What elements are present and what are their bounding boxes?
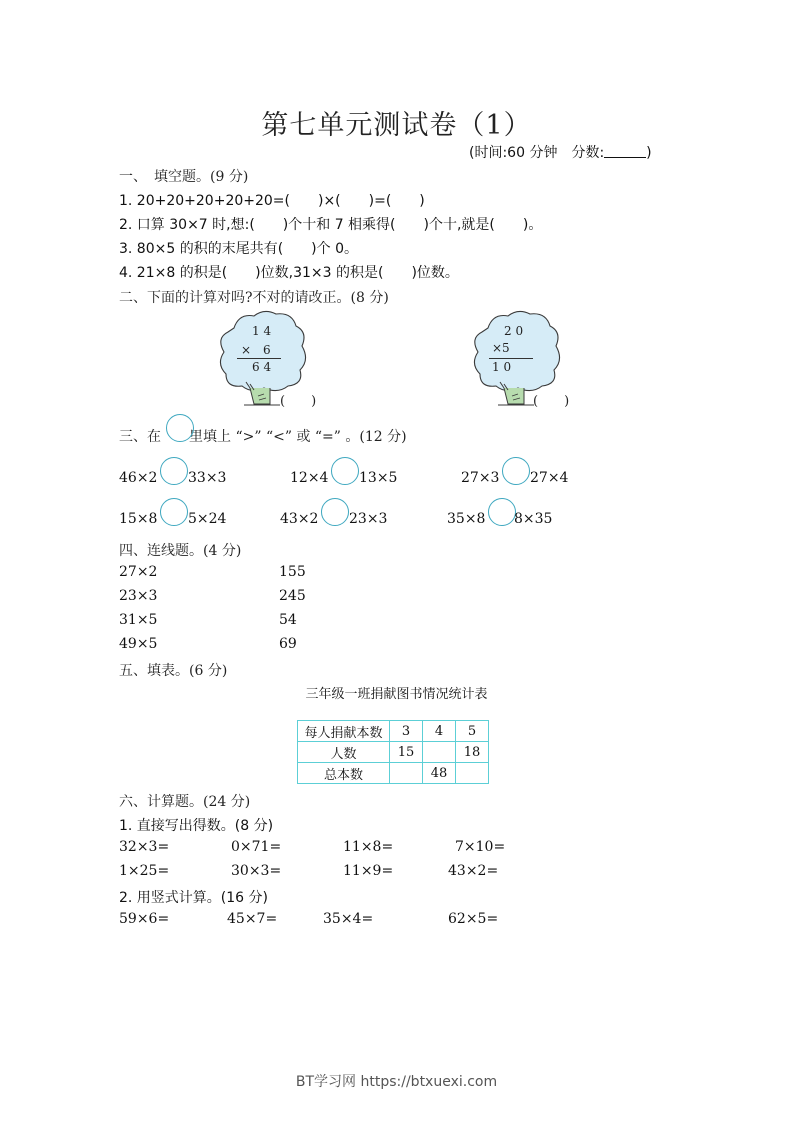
oral-item: 32×3= xyxy=(119,839,170,855)
vertical-item: 35×4= xyxy=(323,911,374,927)
oral-item: 0×71= xyxy=(231,839,282,855)
compare-circle-4[interactable] xyxy=(160,498,188,526)
tree2-divider xyxy=(489,358,533,359)
tree2-line1: 2 0 xyxy=(504,324,524,338)
table-title: 三年级一班捐献图书情况统计表 xyxy=(305,687,488,702)
tree1-line2: × 6 xyxy=(241,343,271,357)
table-cell: 3 xyxy=(390,721,423,742)
compare-right-4: 5×24 xyxy=(188,511,227,527)
question-1-2: 2. 口算 30×7 时,想:( )个十和 7 相乘得( )个十,就是( )。 xyxy=(119,217,543,233)
table-cell: 48 xyxy=(423,763,456,784)
section5-heading: 五、填表。(6 分) xyxy=(119,663,228,679)
exam-meta-text: (时间:60 分钟 分数: xyxy=(469,145,605,161)
exam-meta-end: ) xyxy=(646,145,652,161)
section4-heading: 四、连线题。(4 分) xyxy=(119,543,242,559)
table-row xyxy=(298,742,489,763)
table-cell: 15 xyxy=(390,742,423,763)
question-1-4: 4. 21×8 的积是( )位数,31×3 的积是( )位数。 xyxy=(119,265,459,281)
score-blank[interactable] xyxy=(604,145,646,158)
section3-heading-pre: 三、在 xyxy=(119,429,161,445)
compare-right-3: 27×4 xyxy=(530,470,569,486)
compare-left-3: 27×3 xyxy=(461,470,500,486)
match-left-1[interactable]: 27×2 xyxy=(119,564,158,580)
row-header: 人数 xyxy=(298,742,390,763)
vertical-item: 45×7= xyxy=(227,911,278,927)
tree1-divider xyxy=(237,358,281,359)
compare-circle-5[interactable] xyxy=(321,498,349,526)
row-header: 每人捐献本数 xyxy=(298,721,390,742)
table-cell-blank[interactable] xyxy=(456,763,489,784)
compare-circle-6[interactable] xyxy=(488,498,516,526)
section6-sub2: 2. 用竖式计算。(16 分) xyxy=(119,890,268,906)
section2-heading: 二、下面的计算对吗?不对的请改正。(8 分) xyxy=(119,290,389,306)
match-right-1[interactable]: 155 xyxy=(279,564,306,580)
match-left-3[interactable]: 31×5 xyxy=(119,612,158,628)
section6-sub1: 1. 直接写出得数。(8 分) xyxy=(119,818,274,834)
compare-circle-2[interactable] xyxy=(331,457,359,485)
compare-left-6: 35×8 xyxy=(447,511,486,527)
compare-right-5: 23×3 xyxy=(349,511,388,527)
page-title: 第七单元测试卷（1） xyxy=(261,110,532,141)
section3-heading-post: 里填上 “>” “<” 或 “=” 。(12 分) xyxy=(189,429,407,445)
oral-item: 30×3= xyxy=(231,863,282,879)
table-cell-blank[interactable] xyxy=(423,742,456,763)
tree1-line3: 6 4 xyxy=(252,360,272,374)
oral-item: 1×25= xyxy=(119,863,170,879)
compare-right-1: 33×3 xyxy=(188,470,227,486)
oral-item: 43×2= xyxy=(448,863,499,879)
circle-icon xyxy=(166,414,194,442)
compare-right-2: 13×5 xyxy=(359,470,398,486)
tree2-answer[interactable]: ( ) xyxy=(533,394,570,409)
match-right-3[interactable]: 54 xyxy=(279,612,297,628)
exam-meta xyxy=(469,142,652,162)
tree1-line1: 1 4 xyxy=(252,324,272,338)
question-1-1: 1. 20+20+20+20+20=( )×( )=( ) xyxy=(119,193,425,209)
match-right-4[interactable]: 69 xyxy=(279,636,297,652)
compare-left-1: 46×2 xyxy=(119,470,158,486)
section6-heading: 六、计算题。(24 分) xyxy=(119,794,251,810)
oral-item: 11×9= xyxy=(343,863,394,879)
table-cell-blank[interactable] xyxy=(390,763,423,784)
oral-item: 7×10= xyxy=(455,839,506,855)
footer-watermark: BT学习网 https://btxuexi.com xyxy=(295,1074,498,1090)
tree2-line2: ×5 xyxy=(492,341,510,355)
oral-item: 11×8= xyxy=(343,839,394,855)
vertical-item: 59×6= xyxy=(119,911,170,927)
compare-left-4: 15×8 xyxy=(119,511,158,527)
tree2-line3: 1 0 xyxy=(492,360,512,374)
section1-heading: 一、 填空题。(9 分) xyxy=(119,169,249,185)
table-row xyxy=(298,763,489,784)
compare-circle-1[interactable] xyxy=(160,457,188,485)
compare-left-2: 12×4 xyxy=(290,470,329,486)
row-header: 总本数 xyxy=(298,763,390,784)
vertical-item: 62×5= xyxy=(448,911,499,927)
match-right-2[interactable]: 245 xyxy=(279,588,306,604)
compare-circle-3[interactable] xyxy=(502,457,530,485)
match-left-2[interactable]: 23×3 xyxy=(119,588,158,604)
compare-right-6: 8×35 xyxy=(514,511,553,527)
table-cell: 5 xyxy=(456,721,489,742)
table-cell: 18 xyxy=(456,742,489,763)
table-cell: 4 xyxy=(423,721,456,742)
tree1-answer[interactable]: ( ) xyxy=(280,394,317,409)
compare-left-5: 43×2 xyxy=(280,511,319,527)
table-row xyxy=(298,721,489,742)
statistics-table xyxy=(297,720,489,784)
section3-heading xyxy=(119,426,407,446)
match-left-4[interactable]: 49×5 xyxy=(119,636,158,652)
question-1-3: 3. 80×5 的积的末尾共有( )个 0。 xyxy=(119,241,358,257)
